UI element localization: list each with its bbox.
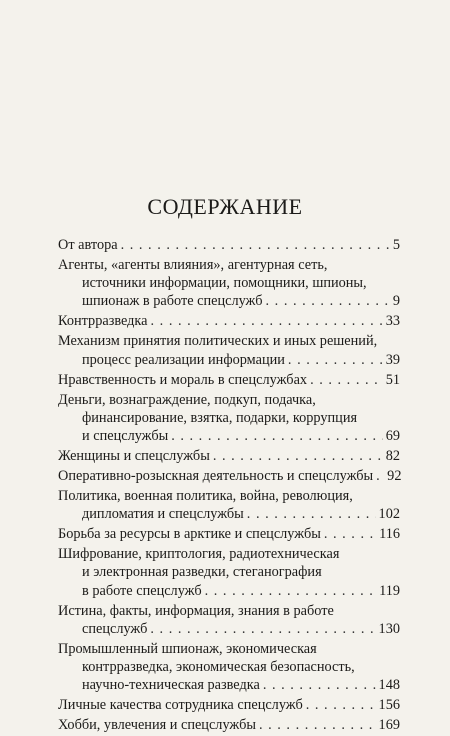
- page-number: 130: [378, 620, 400, 637]
- toc-entry-text: и спецслужбы: [82, 428, 169, 445]
- toc-entry: [58, 371, 400, 389]
- toc-entry-text: Механизм принятия политических и иных решений,: [58, 333, 378, 350]
- toc-entry-text: шпионаж в работе спецслужб: [82, 293, 263, 310]
- toc-entry: [58, 545, 400, 600]
- toc-entry-text: спецслужб: [82, 620, 148, 637]
- page-number: 156: [378, 697, 400, 714]
- dot-leader: [213, 447, 383, 465]
- toc-entry-text: Агенты, «агенты влияния», агентурная сеть,: [58, 257, 328, 273]
- toc-entry: [58, 602, 400, 638]
- page-number: 119: [379, 582, 400, 599]
- toc-entry-line: [58, 312, 400, 330]
- toc-entry-text: дипломатия и спецслужбы: [82, 506, 244, 523]
- page-number: 5: [392, 237, 400, 253]
- toc-entry-line: [58, 640, 400, 658]
- dot-leader: [205, 582, 376, 600]
- dot-leader: [150, 620, 375, 638]
- toc-entry-text: Политика, военная политика, война, революция,: [58, 488, 353, 505]
- toc-entry-line: [58, 391, 400, 409]
- page-number: 169: [378, 717, 400, 734]
- toc-entry: [58, 696, 400, 714]
- toc-entry-text: Личные качества сотрудника спецслужб: [58, 697, 303, 714]
- toc-entry-line: [58, 545, 400, 563]
- toc-entry-line: [58, 351, 400, 369]
- toc-entry-text: Женщины и спецслужбы: [58, 448, 210, 465]
- toc-entry-text: финансирование, взятка, подарки, коррупция: [82, 409, 358, 426]
- toc-entry-text: Деньги, вознаграждение, подкуп, подачка,: [58, 391, 316, 408]
- toc-entry-text: научно-техническая разведка: [82, 677, 260, 694]
- toc-entry-line: [58, 447, 400, 465]
- dot-leader: [171, 427, 382, 445]
- page-number: 9: [392, 293, 400, 310]
- toc-entry-text: Хобби, увлечения и спецслужбы: [58, 717, 256, 734]
- page-number: 39: [385, 351, 400, 368]
- toc-entry: [58, 391, 400, 446]
- toc-entry-line: [58, 236, 400, 254]
- toc-entry: [58, 312, 400, 330]
- toc-entry: [58, 525, 400, 543]
- page-number: 51: [385, 371, 400, 388]
- toc-entry-text: От автора: [58, 237, 118, 253]
- dot-leader: [266, 292, 390, 310]
- toc-entry-text: в работе спецслужб: [82, 582, 202, 599]
- toc-entry-line: [58, 658, 400, 676]
- toc-entry-text: Промышленный шпионаж, экономическая: [58, 640, 317, 657]
- toc-entry-line: [58, 371, 400, 389]
- dot-leader: [288, 351, 383, 369]
- toc-entry: [58, 640, 400, 695]
- toc-entry: [58, 256, 400, 311]
- toc-entry-line: [58, 525, 400, 543]
- toc-entry: [58, 716, 400, 734]
- toc-entry-text: Контрразведка: [58, 313, 148, 330]
- table-of-contents: [58, 236, 400, 736]
- toc-entry-line: [58, 716, 400, 734]
- dot-leader: [263, 676, 376, 694]
- toc-entry-line: [58, 427, 400, 445]
- toc-entry-line: [58, 582, 400, 600]
- dot-leader: [376, 467, 384, 485]
- page-number: 116: [379, 526, 400, 543]
- toc-entry-text: Борьба за ресурсы в арктике и спецслужбы: [58, 526, 321, 543]
- toc-entry-text: контрразведка, экономическая безопасность,: [82, 659, 355, 676]
- toc-entry-text: Истина, факты, информация, знания в работе: [58, 602, 334, 619]
- toc-entry-line: [58, 409, 400, 427]
- dot-leader: [151, 312, 383, 330]
- toc-entry: [58, 332, 400, 368]
- toc-entry-line: [58, 292, 400, 310]
- page-number: 92: [387, 468, 402, 485]
- page-title: СОДЕРЖАНИЕ: [147, 194, 303, 219]
- page-number: 102: [378, 506, 400, 523]
- dot-leader: [306, 696, 376, 714]
- toc-entry-line: [58, 505, 400, 523]
- toc-entry-line: [58, 563, 400, 581]
- toc-entry: [58, 467, 400, 485]
- toc-entry-line: [58, 676, 400, 694]
- toc-entry-text: и электронная разведки, стеганография: [82, 564, 322, 581]
- toc-entry-text: источники информации, помощники, шпионы,: [82, 275, 367, 292]
- page-number: 69: [385, 428, 400, 445]
- dot-leader: [324, 525, 376, 543]
- toc-entry: [58, 236, 400, 254]
- dot-leader: [259, 716, 376, 734]
- toc-entry-line: [58, 602, 400, 620]
- toc-entry-line: [58, 274, 400, 292]
- toc-entry-line: [58, 256, 400, 274]
- page-number: 148: [378, 677, 400, 694]
- toc-entry: [58, 447, 400, 465]
- dot-leader: [247, 505, 376, 523]
- toc-entry-text: процесс реализации информации: [82, 351, 285, 368]
- toc-entry-line: [58, 620, 400, 638]
- toc-entry-line: [58, 332, 400, 350]
- toc-entry: [58, 487, 400, 523]
- toc-entry-text: Нравственность и мораль в спецслужбах: [58, 371, 308, 388]
- dot-leader: [121, 236, 390, 254]
- toc-entry-line: [58, 487, 400, 505]
- toc-entry-line: [58, 696, 400, 714]
- toc-entry-text: Оперативно-розыскная деятельность и спецслужбы: [58, 468, 374, 485]
- toc-entry-text: Шифрование, криптология, радиотехническая: [58, 546, 340, 563]
- page-number: 33: [385, 313, 400, 330]
- toc-entry-line: [58, 467, 400, 485]
- dot-leader: [310, 371, 383, 389]
- page-number: 82: [385, 448, 400, 465]
